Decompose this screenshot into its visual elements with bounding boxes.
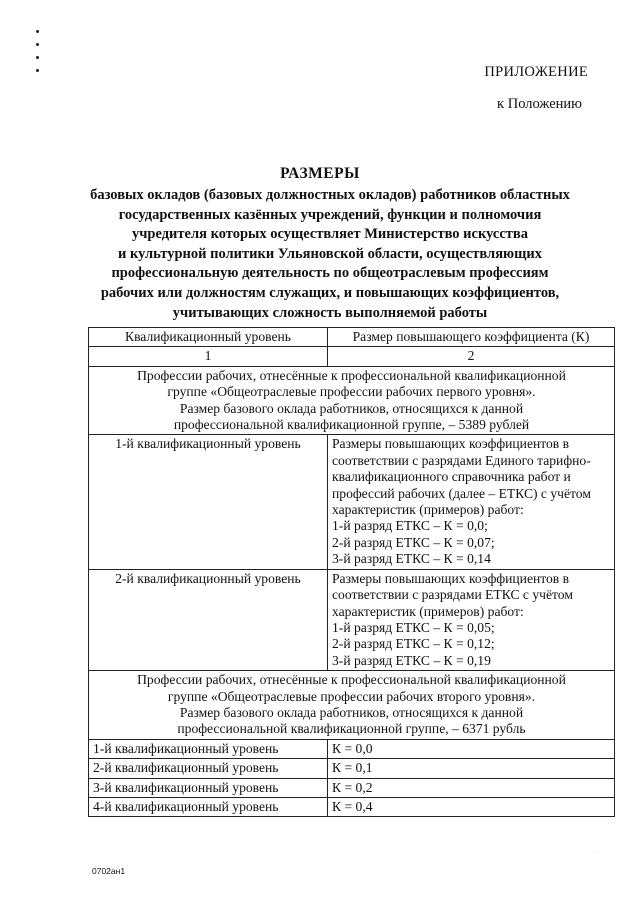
margin-mark	[36, 43, 39, 46]
table-row	[89, 778, 615, 797]
grade-item: 3-й разряд ЕТКС – К = 0,19	[332, 652, 491, 668]
group-heading: Профессии рабочих, отнесённые к профессиональной квалификационной группе «Общеотраслевые профессии рабочих второго уровня». Размер базового оклада работников, относящихся к данной профессиональной квалификационной группе, – 6371 рубль	[89, 671, 615, 740]
subtitle-line: и культурной политики Ульяновской области, осуществляющих	[118, 245, 542, 262]
qualification-level: 1-й квалификационный уровень	[89, 435, 328, 569]
margin-mark	[36, 69, 39, 72]
coefficients-table	[88, 327, 615, 817]
grade-item: 2-й разряд ЕТКС – К = 0,07;	[332, 534, 495, 550]
subtitle-line: рабочих или должностям служащих, и повышающих коэффициентов,	[100, 284, 560, 301]
coefficient-value: К = 0,1	[328, 759, 615, 778]
footer-code: 0702ан1	[92, 866, 126, 876]
document-subtitle	[60, 186, 600, 323]
group-heading-row	[89, 671, 615, 740]
appendix-label: ПРИЛОЖЕНИЕ	[484, 64, 588, 80]
grade-item: 1-й разряд ЕТКС – К = 0,0;	[332, 518, 488, 534]
grade-item: 3-й разряд ЕТКС – К = 0,14	[332, 551, 491, 567]
column-header-coefficient: Размер повышающего коэффициента (К)	[328, 328, 615, 347]
subtitle-line: учредителя которых осуществляет Министерство искусства	[131, 226, 528, 243]
table-number-row	[89, 347, 615, 366]
coefficient-text: Размеры повышающих коэффициентов в соответствии с разрядами Единого тарифно-квалификационного справочника работ и профессий рабочих (далее – ЕТКС) с учётом характеристик (примеров) работ:	[332, 436, 591, 518]
coefficient-value: К = 0,0	[328, 739, 615, 758]
grade-item: 1-й разряд ЕТКС – К = 0,05;	[332, 619, 495, 635]
qualification-level: 2-й квалификационный уровень	[89, 569, 328, 670]
grade-item: 2-й разряд ЕТКС – К = 0,12;	[332, 636, 495, 652]
qualification-level: 3-й квалификационный уровень	[89, 778, 328, 797]
subtitle-line: профессиональную деятельность по общеотраслевым профессиям	[111, 265, 549, 282]
document-title: РАЗМЕРЫ	[280, 165, 360, 182]
scan-speck: · ·	[594, 850, 600, 856]
coefficient-value: К = 0,2	[328, 778, 615, 797]
table-row	[89, 569, 615, 670]
column-number: 1	[89, 347, 328, 366]
column-header-level: Квалификационный уровень	[89, 328, 328, 347]
qualification-level: 1-й квалификационный уровень	[89, 739, 328, 758]
table-row	[89, 759, 615, 778]
table-row	[89, 797, 615, 816]
table-row	[89, 739, 615, 758]
margin-mark	[36, 56, 39, 59]
coefficient-description	[328, 435, 615, 569]
coefficient-description	[328, 569, 615, 670]
subtitle-line: учитывающих сложность выполняемой работы	[172, 304, 488, 321]
coefficient-value: К = 0,4	[328, 797, 615, 816]
qualification-level: 4-й квалификационный уровень	[89, 797, 328, 816]
subtitle-line: базовых окладов (базовых должностных окладов) работников областных	[90, 187, 570, 203]
subtitle-line: государственных казённых учреждений, функции и полномочия	[118, 206, 542, 223]
regulation-reference: к Положению	[497, 96, 582, 112]
margin-mark	[36, 30, 39, 33]
group-heading: Профессии рабочих, отнесённые к профессиональной квалификационной группе «Общеотраслевые профессии рабочих первого уровня». Размер базового оклада работников, относящихся к данной профессиональной квалификационной группе, – 5389 рублей	[89, 366, 615, 435]
table-row	[89, 435, 615, 569]
coefficient-text: Размеры повышающих коэффициентов в соответствии с разрядами ЕТКС с учётом характеристик (примеров) работ:	[332, 570, 573, 619]
margin-marks	[36, 30, 46, 82]
qualification-level: 2-й квалификационный уровень	[89, 759, 328, 778]
column-number: 2	[328, 347, 615, 366]
table-header-row	[89, 328, 615, 347]
group-heading-row	[89, 366, 615, 435]
